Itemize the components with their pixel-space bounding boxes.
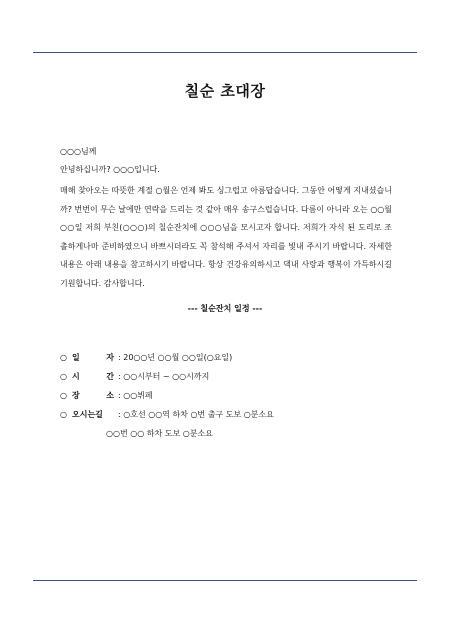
detail-label-place: 장 소 — [72, 391, 114, 400]
bullet-circle-icon: ○ — [60, 353, 67, 362]
detail-row-time — [60, 371, 274, 390]
body-paragraph: 매해 찾아오는 따뜻한 계절 ○월은 언제 봐도 싱그럽고 아름답습니다. 그동안 어떻게 지내셨습니까? 번번이 무슨 날에만 연락을 드리는 것 같아 매우 송구스럽습니다. 다름이 아니라 오는 ○○월 ○○일 저희 부친(○○○)의 칠순잔치에 ○○○님을 모시고자 합니다. 저희가 자식 된 도리로 조촐하게나마 준비하였으니 바쁘시더라도 꼭 참석해 주셔서 자리를 빛내 주시기 바랍니다. 자세한 내용은 아래 내용을 참고하시기 바랍니다. 항상 건강유의하시고 댁내 사랑과 행복이 가득하시길 기원합니다. 감사합니다. — [60, 186, 393, 288]
bullet-circle-icon: ○ — [60, 372, 67, 381]
detail-row-place — [60, 390, 274, 409]
detail-value-directions: : ○호선 ○○역 하차 ○번 출구 도보 ○분소요 — [118, 410, 274, 419]
bottom-divider — [33, 580, 417, 581]
detail-value-date: : 20○○년 ○○월 ○○일(○요일) — [118, 353, 233, 362]
page-title: 칠순 초대장 — [184, 82, 266, 100]
detail-value-time: : ○○시부터 ~ ○○시까지 — [118, 372, 210, 381]
detail-label-date: 일 자 — [72, 353, 114, 362]
greeting-line: 안녕하십니까? ○○○입니다. — [60, 165, 160, 174]
schedule-details — [60, 352, 274, 447]
invitation-body — [60, 182, 392, 293]
detail-value-place: : ○○뷔페 — [118, 391, 153, 400]
detail-label-time: 시 간 — [72, 372, 114, 381]
bullet-circle-icon: ○ — [60, 410, 67, 419]
schedule-heading: --- 칠순잔치 일정 --- — [187, 304, 263, 313]
bullet-circle-icon: ○ — [60, 391, 67, 400]
detail-row-directions — [60, 409, 274, 428]
recipient-line: ○○○님께 — [60, 147, 97, 156]
detail-value-directions-continued: ○○번 ○○ 하차 도보 ○분소요 — [106, 429, 213, 438]
top-divider — [33, 52, 417, 53]
detail-row-date — [60, 352, 274, 371]
detail-label-directions: 오시는길 — [72, 410, 103, 419]
